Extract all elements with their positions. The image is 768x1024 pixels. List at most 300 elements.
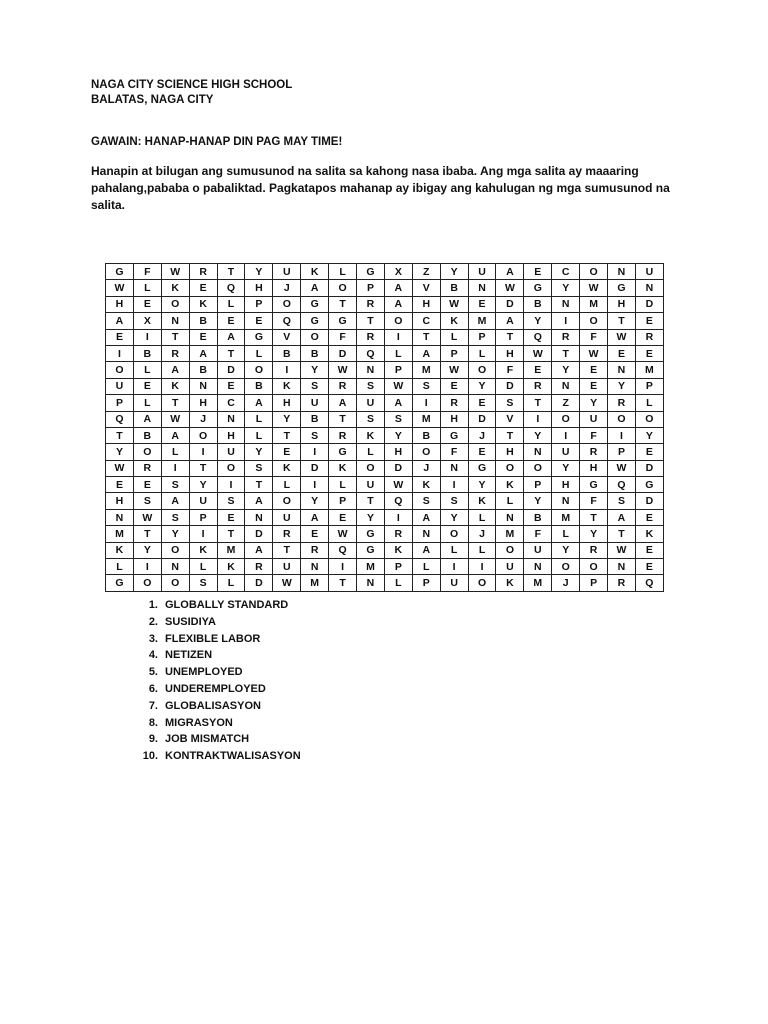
- grid-cell[interactable]: H: [106, 296, 134, 312]
- grid-cell[interactable]: E: [468, 395, 496, 411]
- grid-cell[interactable]: R: [161, 345, 189, 361]
- grid-cell[interactable]: O: [440, 526, 468, 542]
- grid-cell[interactable]: S: [189, 575, 217, 591]
- grid-cell[interactable]: Y: [301, 362, 329, 378]
- grid-cell[interactable]: G: [329, 313, 357, 329]
- grid-cell[interactable]: A: [245, 395, 273, 411]
- grid-cell[interactable]: N: [440, 460, 468, 476]
- grid-cell[interactable]: N: [524, 559, 552, 575]
- grid-cell[interactable]: W: [384, 477, 412, 493]
- grid-cell[interactable]: K: [189, 542, 217, 558]
- grid-cell[interactable]: E: [217, 378, 245, 394]
- grid-cell[interactable]: Y: [552, 542, 580, 558]
- grid-cell[interactable]: P: [106, 395, 134, 411]
- grid-cell[interactable]: W: [608, 329, 636, 345]
- grid-cell[interactable]: Y: [440, 264, 468, 280]
- grid-cell[interactable]: A: [496, 264, 524, 280]
- grid-cell[interactable]: N: [608, 362, 636, 378]
- grid-cell[interactable]: I: [468, 559, 496, 575]
- grid-cell[interactable]: Y: [524, 313, 552, 329]
- grid-cell[interactable]: K: [412, 477, 440, 493]
- grid-cell[interactable]: R: [133, 460, 161, 476]
- grid-cell[interactable]: E: [468, 296, 496, 312]
- grid-cell[interactable]: W: [608, 460, 636, 476]
- grid-cell[interactable]: N: [357, 362, 385, 378]
- grid-cell[interactable]: I: [524, 411, 552, 427]
- grid-cell[interactable]: V: [273, 329, 301, 345]
- grid-cell[interactable]: O: [580, 264, 608, 280]
- grid-cell[interactable]: U: [273, 559, 301, 575]
- grid-cell[interactable]: J: [189, 411, 217, 427]
- grid-cell[interactable]: E: [133, 378, 161, 394]
- grid-cell[interactable]: Y: [552, 460, 580, 476]
- grid-cell[interactable]: I: [552, 313, 580, 329]
- grid-cell[interactable]: H: [496, 345, 524, 361]
- grid-cell[interactable]: Y: [580, 526, 608, 542]
- grid-cell[interactable]: P: [357, 280, 385, 296]
- grid-cell[interactable]: P: [384, 362, 412, 378]
- grid-cell[interactable]: U: [273, 509, 301, 525]
- grid-cell[interactable]: Q: [329, 542, 357, 558]
- grid-cell[interactable]: S: [440, 493, 468, 509]
- grid-cell[interactable]: E: [580, 362, 608, 378]
- grid-cell[interactable]: N: [608, 559, 636, 575]
- grid-cell[interactable]: L: [133, 280, 161, 296]
- grid-cell[interactable]: K: [189, 296, 217, 312]
- grid-cell[interactable]: A: [161, 362, 189, 378]
- grid-cell[interactable]: I: [189, 526, 217, 542]
- grid-cell[interactable]: B: [189, 362, 217, 378]
- grid-cell[interactable]: O: [189, 427, 217, 443]
- grid-cell[interactable]: Q: [608, 477, 636, 493]
- grid-cell[interactable]: Y: [468, 378, 496, 394]
- grid-cell[interactable]: S: [384, 411, 412, 427]
- grid-cell[interactable]: U: [273, 264, 301, 280]
- grid-cell[interactable]: K: [217, 559, 245, 575]
- grid-cell[interactable]: E: [133, 477, 161, 493]
- grid-cell[interactable]: M: [357, 559, 385, 575]
- grid-cell[interactable]: Y: [552, 280, 580, 296]
- grid-cell[interactable]: E: [217, 313, 245, 329]
- grid-cell[interactable]: M: [412, 411, 440, 427]
- grid-cell[interactable]: B: [189, 313, 217, 329]
- grid-cell[interactable]: D: [217, 362, 245, 378]
- grid-cell[interactable]: I: [384, 509, 412, 525]
- grid-cell[interactable]: A: [496, 313, 524, 329]
- grid-cell[interactable]: F: [496, 362, 524, 378]
- grid-cell[interactable]: H: [273, 395, 301, 411]
- grid-cell[interactable]: T: [524, 395, 552, 411]
- grid-cell[interactable]: W: [524, 345, 552, 361]
- grid-cell[interactable]: H: [552, 477, 580, 493]
- grid-cell[interactable]: Q: [635, 575, 663, 591]
- grid-cell[interactable]: A: [161, 493, 189, 509]
- grid-cell[interactable]: R: [608, 395, 636, 411]
- grid-cell[interactable]: A: [301, 509, 329, 525]
- grid-cell[interactable]: A: [412, 345, 440, 361]
- grid-cell[interactable]: K: [496, 575, 524, 591]
- grid-cell[interactable]: Y: [468, 477, 496, 493]
- grid-cell[interactable]: J: [552, 575, 580, 591]
- grid-cell[interactable]: C: [412, 313, 440, 329]
- grid-cell[interactable]: O: [468, 362, 496, 378]
- grid-cell[interactable]: V: [496, 411, 524, 427]
- grid-cell[interactable]: A: [412, 509, 440, 525]
- grid-cell[interactable]: W: [329, 362, 357, 378]
- grid-cell[interactable]: G: [106, 575, 134, 591]
- grid-cell[interactable]: E: [608, 345, 636, 361]
- grid-cell[interactable]: R: [301, 542, 329, 558]
- grid-cell[interactable]: C: [217, 395, 245, 411]
- grid-cell[interactable]: W: [161, 411, 189, 427]
- grid-cell[interactable]: A: [412, 542, 440, 558]
- grid-cell[interactable]: O: [329, 280, 357, 296]
- grid-cell[interactable]: P: [412, 575, 440, 591]
- grid-cell[interactable]: F: [580, 329, 608, 345]
- grid-cell[interactable]: H: [496, 444, 524, 460]
- grid-cell[interactable]: P: [440, 345, 468, 361]
- grid-cell[interactable]: L: [440, 542, 468, 558]
- grid-cell[interactable]: U: [357, 477, 385, 493]
- grid-cell[interactable]: Y: [440, 509, 468, 525]
- grid-cell[interactable]: O: [161, 575, 189, 591]
- grid-cell[interactable]: O: [273, 296, 301, 312]
- grid-cell[interactable]: U: [635, 264, 663, 280]
- grid-cell[interactable]: T: [496, 427, 524, 443]
- grid-cell[interactable]: O: [357, 460, 385, 476]
- grid-cell[interactable]: E: [189, 329, 217, 345]
- grid-cell[interactable]: B: [524, 296, 552, 312]
- grid-cell[interactable]: U: [440, 575, 468, 591]
- grid-cell[interactable]: D: [468, 411, 496, 427]
- grid-cell[interactable]: Q: [217, 280, 245, 296]
- grid-cell[interactable]: W: [106, 460, 134, 476]
- grid-cell[interactable]: W: [273, 575, 301, 591]
- grid-cell[interactable]: W: [580, 280, 608, 296]
- grid-cell[interactable]: G: [468, 460, 496, 476]
- grid-cell[interactable]: L: [496, 493, 524, 509]
- grid-cell[interactable]: T: [412, 329, 440, 345]
- grid-cell[interactable]: M: [635, 362, 663, 378]
- grid-cell[interactable]: L: [357, 444, 385, 460]
- grid-cell[interactable]: H: [384, 444, 412, 460]
- grid-cell[interactable]: B: [301, 345, 329, 361]
- grid-cell[interactable]: H: [189, 395, 217, 411]
- grid-cell[interactable]: G: [357, 264, 385, 280]
- grid-cell[interactable]: K: [161, 280, 189, 296]
- grid-cell[interactable]: H: [412, 296, 440, 312]
- grid-cell[interactable]: H: [580, 460, 608, 476]
- grid-cell[interactable]: B: [133, 427, 161, 443]
- grid-cell[interactable]: A: [106, 313, 134, 329]
- grid-cell[interactable]: G: [357, 526, 385, 542]
- grid-cell[interactable]: E: [106, 329, 134, 345]
- grid-cell[interactable]: L: [635, 395, 663, 411]
- grid-cell[interactable]: E: [133, 296, 161, 312]
- grid-cell[interactable]: Y: [552, 362, 580, 378]
- grid-cell[interactable]: Z: [412, 264, 440, 280]
- grid-cell[interactable]: O: [106, 362, 134, 378]
- grid-cell[interactable]: K: [635, 526, 663, 542]
- grid-cell[interactable]: G: [106, 264, 134, 280]
- grid-cell[interactable]: A: [384, 296, 412, 312]
- grid-cell[interactable]: G: [608, 280, 636, 296]
- grid-cell[interactable]: Z: [552, 395, 580, 411]
- grid-cell[interactable]: O: [468, 575, 496, 591]
- grid-cell[interactable]: G: [301, 296, 329, 312]
- grid-cell[interactable]: S: [161, 509, 189, 525]
- grid-cell[interactable]: G: [329, 444, 357, 460]
- grid-cell[interactable]: P: [329, 493, 357, 509]
- grid-cell[interactable]: P: [635, 378, 663, 394]
- grid-cell[interactable]: Y: [189, 477, 217, 493]
- grid-cell[interactable]: W: [440, 362, 468, 378]
- grid-cell[interactable]: T: [552, 345, 580, 361]
- grid-cell[interactable]: T: [580, 509, 608, 525]
- grid-cell[interactable]: S: [357, 378, 385, 394]
- grid-cell[interactable]: Q: [273, 313, 301, 329]
- grid-cell[interactable]: N: [106, 509, 134, 525]
- grid-cell[interactable]: W: [440, 296, 468, 312]
- grid-cell[interactable]: A: [161, 427, 189, 443]
- grid-cell[interactable]: P: [608, 444, 636, 460]
- grid-cell[interactable]: A: [384, 395, 412, 411]
- grid-cell[interactable]: F: [580, 427, 608, 443]
- grid-cell[interactable]: R: [273, 526, 301, 542]
- grid-cell[interactable]: I: [440, 477, 468, 493]
- grid-cell[interactable]: W: [133, 509, 161, 525]
- grid-cell[interactable]: F: [524, 526, 552, 542]
- grid-cell[interactable]: N: [635, 280, 663, 296]
- grid-cell[interactable]: G: [635, 477, 663, 493]
- grid-cell[interactable]: E: [106, 477, 134, 493]
- grid-cell[interactable]: S: [301, 378, 329, 394]
- grid-cell[interactable]: A: [245, 542, 273, 558]
- grid-cell[interactable]: E: [273, 444, 301, 460]
- grid-cell[interactable]: P: [245, 296, 273, 312]
- grid-cell[interactable]: E: [635, 345, 663, 361]
- grid-cell[interactable]: L: [245, 427, 273, 443]
- grid-cell[interactable]: E: [635, 313, 663, 329]
- grid-cell[interactable]: R: [440, 395, 468, 411]
- grid-cell[interactable]: T: [245, 477, 273, 493]
- grid-cell[interactable]: K: [357, 427, 385, 443]
- grid-cell[interactable]: E: [245, 313, 273, 329]
- grid-cell[interactable]: M: [217, 542, 245, 558]
- grid-cell[interactable]: A: [608, 509, 636, 525]
- grid-cell[interactable]: K: [273, 378, 301, 394]
- grid-cell[interactable]: L: [217, 575, 245, 591]
- grid-cell[interactable]: S: [301, 427, 329, 443]
- grid-cell[interactable]: E: [189, 280, 217, 296]
- grid-cell[interactable]: B: [245, 378, 273, 394]
- grid-cell[interactable]: N: [301, 559, 329, 575]
- grid-cell[interactable]: L: [468, 542, 496, 558]
- grid-cell[interactable]: M: [524, 575, 552, 591]
- grid-cell[interactable]: Y: [133, 542, 161, 558]
- grid-cell[interactable]: I: [412, 395, 440, 411]
- grid-cell[interactable]: O: [217, 460, 245, 476]
- grid-cell[interactable]: Y: [106, 444, 134, 460]
- grid-cell[interactable]: U: [580, 411, 608, 427]
- grid-cell[interactable]: P: [468, 329, 496, 345]
- grid-cell[interactable]: K: [384, 542, 412, 558]
- grid-cell[interactable]: R: [357, 329, 385, 345]
- grid-cell[interactable]: I: [329, 559, 357, 575]
- grid-cell[interactable]: E: [635, 444, 663, 460]
- grid-cell[interactable]: I: [133, 329, 161, 345]
- grid-cell[interactable]: N: [161, 313, 189, 329]
- grid-cell[interactable]: L: [106, 559, 134, 575]
- grid-cell[interactable]: J: [468, 526, 496, 542]
- grid-cell[interactable]: O: [161, 296, 189, 312]
- grid-cell[interactable]: I: [301, 444, 329, 460]
- grid-cell[interactable]: O: [580, 559, 608, 575]
- grid-cell[interactable]: S: [412, 493, 440, 509]
- grid-cell[interactable]: X: [384, 264, 412, 280]
- grid-cell[interactable]: J: [273, 280, 301, 296]
- grid-cell[interactable]: Q: [106, 411, 134, 427]
- grid-cell[interactable]: M: [468, 313, 496, 329]
- grid-cell[interactable]: W: [580, 345, 608, 361]
- grid-cell[interactable]: W: [496, 280, 524, 296]
- grid-cell[interactable]: L: [384, 345, 412, 361]
- grid-cell[interactable]: R: [329, 378, 357, 394]
- grid-cell[interactable]: K: [440, 313, 468, 329]
- grid-cell[interactable]: B: [440, 280, 468, 296]
- grid-cell[interactable]: U: [301, 395, 329, 411]
- grid-cell[interactable]: Y: [301, 493, 329, 509]
- grid-cell[interactable]: N: [468, 280, 496, 296]
- grid-cell[interactable]: N: [552, 378, 580, 394]
- grid-cell[interactable]: Y: [245, 264, 273, 280]
- grid-cell[interactable]: O: [552, 559, 580, 575]
- grid-cell[interactable]: D: [384, 460, 412, 476]
- grid-cell[interactable]: D: [496, 296, 524, 312]
- grid-cell[interactable]: A: [245, 493, 273, 509]
- grid-cell[interactable]: O: [580, 313, 608, 329]
- grid-cell[interactable]: O: [161, 542, 189, 558]
- grid-cell[interactable]: H: [608, 296, 636, 312]
- grid-cell[interactable]: H: [440, 411, 468, 427]
- grid-cell[interactable]: O: [301, 329, 329, 345]
- grid-cell[interactable]: T: [161, 329, 189, 345]
- grid-cell[interactable]: I: [301, 477, 329, 493]
- grid-cell[interactable]: M: [412, 362, 440, 378]
- grid-cell[interactable]: T: [357, 493, 385, 509]
- grid-cell[interactable]: K: [161, 378, 189, 394]
- grid-cell[interactable]: M: [301, 575, 329, 591]
- grid-cell[interactable]: U: [189, 493, 217, 509]
- grid-cell[interactable]: D: [496, 378, 524, 394]
- grid-cell[interactable]: I: [552, 427, 580, 443]
- grid-cell[interactable]: M: [580, 296, 608, 312]
- grid-cell[interactable]: W: [161, 264, 189, 280]
- grid-cell[interactable]: T: [329, 575, 357, 591]
- grid-cell[interactable]: E: [580, 378, 608, 394]
- grid-cell[interactable]: G: [580, 477, 608, 493]
- grid-cell[interactable]: T: [217, 526, 245, 542]
- grid-cell[interactable]: N: [161, 559, 189, 575]
- grid-cell[interactable]: S: [357, 411, 385, 427]
- grid-cell[interactable]: O: [635, 411, 663, 427]
- grid-cell[interactable]: P: [384, 559, 412, 575]
- grid-cell[interactable]: H: [217, 427, 245, 443]
- grid-cell[interactable]: U: [496, 559, 524, 575]
- grid-cell[interactable]: I: [133, 559, 161, 575]
- grid-cell[interactable]: B: [412, 427, 440, 443]
- grid-cell[interactable]: S: [161, 477, 189, 493]
- grid-cell[interactable]: F: [133, 264, 161, 280]
- grid-cell[interactable]: U: [552, 444, 580, 460]
- grid-cell[interactable]: L: [133, 395, 161, 411]
- grid-cell[interactable]: F: [580, 493, 608, 509]
- grid-cell[interactable]: L: [468, 345, 496, 361]
- grid-cell[interactable]: R: [580, 542, 608, 558]
- grid-cell[interactable]: B: [133, 345, 161, 361]
- grid-cell[interactable]: L: [468, 509, 496, 525]
- grid-cell[interactable]: I: [189, 444, 217, 460]
- grid-cell[interactable]: Q: [384, 493, 412, 509]
- grid-cell[interactable]: Y: [161, 526, 189, 542]
- grid-cell[interactable]: Y: [524, 427, 552, 443]
- grid-cell[interactable]: W: [329, 526, 357, 542]
- grid-cell[interactable]: T: [329, 296, 357, 312]
- grid-cell[interactable]: A: [329, 395, 357, 411]
- grid-cell[interactable]: I: [608, 427, 636, 443]
- grid-cell[interactable]: Y: [357, 509, 385, 525]
- grid-cell[interactable]: D: [635, 493, 663, 509]
- grid-cell[interactable]: S: [496, 395, 524, 411]
- grid-cell[interactable]: O: [496, 460, 524, 476]
- grid-cell[interactable]: O: [133, 444, 161, 460]
- grid-cell[interactable]: E: [524, 264, 552, 280]
- grid-cell[interactable]: P: [524, 477, 552, 493]
- grid-cell[interactable]: Q: [524, 329, 552, 345]
- grid-cell[interactable]: L: [273, 477, 301, 493]
- grid-cell[interactable]: U: [357, 395, 385, 411]
- grid-cell[interactable]: L: [245, 411, 273, 427]
- grid-cell[interactable]: R: [524, 378, 552, 394]
- grid-cell[interactable]: K: [106, 542, 134, 558]
- grid-cell[interactable]: R: [635, 329, 663, 345]
- grid-cell[interactable]: L: [412, 559, 440, 575]
- grid-cell[interactable]: M: [106, 526, 134, 542]
- grid-cell[interactable]: M: [552, 509, 580, 525]
- grid-cell[interactable]: C: [552, 264, 580, 280]
- grid-cell[interactable]: D: [635, 460, 663, 476]
- grid-cell[interactable]: O: [496, 542, 524, 558]
- grid-cell[interactable]: X: [133, 313, 161, 329]
- grid-cell[interactable]: L: [161, 444, 189, 460]
- grid-cell[interactable]: Y: [273, 411, 301, 427]
- grid-cell[interactable]: J: [412, 460, 440, 476]
- grid-cell[interactable]: R: [329, 427, 357, 443]
- grid-cell[interactable]: D: [635, 296, 663, 312]
- grid-cell[interactable]: O: [133, 575, 161, 591]
- grid-cell[interactable]: O: [608, 411, 636, 427]
- grid-cell[interactable]: A: [217, 329, 245, 345]
- grid-cell[interactable]: T: [161, 395, 189, 411]
- grid-cell[interactable]: S: [608, 493, 636, 509]
- grid-cell[interactable]: I: [384, 329, 412, 345]
- grid-cell[interactable]: N: [189, 378, 217, 394]
- grid-cell[interactable]: G: [245, 329, 273, 345]
- grid-cell[interactable]: W: [608, 542, 636, 558]
- grid-cell[interactable]: N: [552, 493, 580, 509]
- grid-cell[interactable]: K: [301, 264, 329, 280]
- grid-cell[interactable]: O: [412, 444, 440, 460]
